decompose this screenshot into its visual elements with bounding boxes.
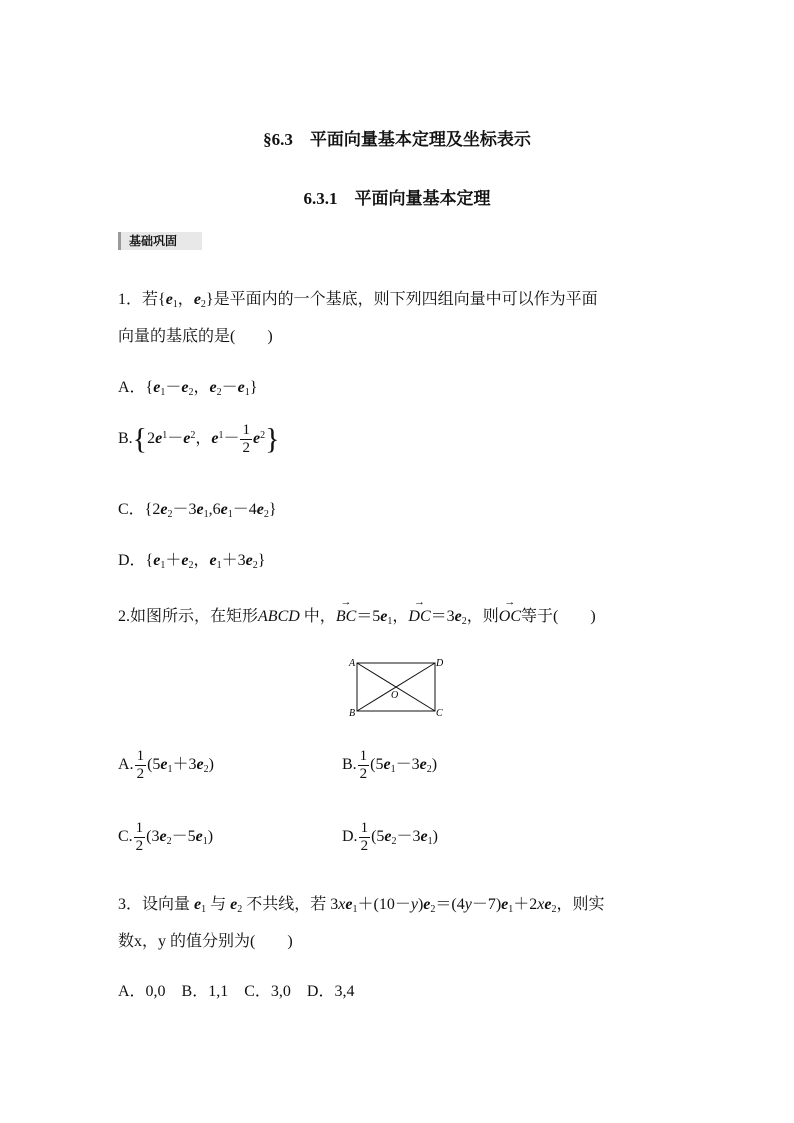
label-a: A	[349, 658, 356, 669]
q1-option-c: C．$\{2e_2-3e_1,6e_1-4e_2\}$	[118, 501, 277, 520]
q3-options: A．0,0 B．1,1 C．3,0 D．3,4	[118, 983, 355, 1000]
q2-option-d: D. $\frac{1}{2}$ $(5e_2-3e_1)$	[342, 820, 438, 854]
q2-stem: 2.如图所示，在矩形ABCD 中，→ $BC=5e_1$，→ $DC=3e_2$，则→ OC等于( )	[118, 603, 596, 627]
q3-stem-line2: 数x，y 的值分别为( )	[118, 933, 293, 950]
label-o: O	[391, 690, 399, 701]
q2-option-c: C. $\frac{1}{2}$ $(3e_2-5e_1)$	[118, 820, 214, 854]
q2-option-a: A. $\frac{1}{2}$ $(5e_1+3e_2)$	[118, 748, 214, 782]
q1-option-a: A．{$e_1-e_2$，$e_2-e_1$}	[118, 379, 258, 398]
section-title: §6.3 平面向量基本定理及坐标表示	[263, 130, 531, 149]
q1-stem-line2: 向量的基底的是( )	[118, 328, 273, 345]
label-b: B	[349, 708, 356, 719]
subsection-title: 6.3.1 平面向量基本定理	[303, 189, 491, 208]
q1-option-d: D．{$e_1+e_2$，$e_1+3e_2$}	[118, 552, 266, 571]
label-c: C	[436, 708, 443, 719]
rectangle-diagram	[344, 654, 450, 720]
q1-option-b: $B.\{2e^1-e^2$，$e^1-$ $\frac{1}{2}$ $e^2$}	[118, 422, 280, 456]
q2-option-b: B. $\frac{1}{2}$ $(5e_1-3e_2)$	[342, 748, 438, 782]
q1-stem-line1: 1．若{$e_1$，$e_2$}是平面内的一个基底，则下列四组向量中可以作为平面	[118, 291, 598, 310]
label-d: D	[436, 658, 444, 669]
section-tag: 基础巩固	[118, 232, 202, 250]
q3-stem-line1: 3．设向量 $e_1$ 与 $e_2$ 不共线，若 $3xe_1+(10-y)e_2=(4y-7)e_1+2xe_2$，则实	[118, 896, 605, 915]
